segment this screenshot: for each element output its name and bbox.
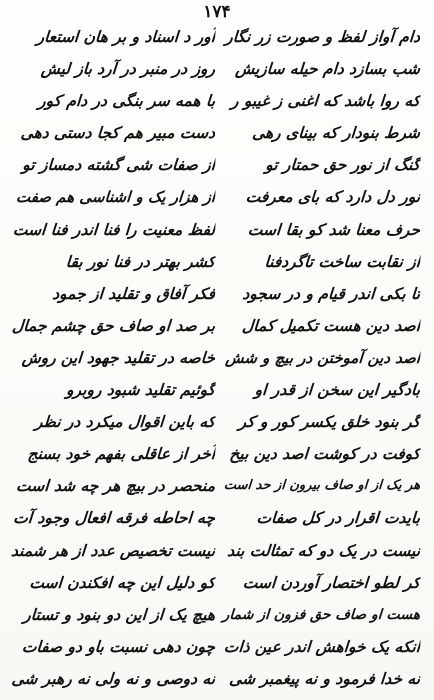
left-verse-line-2: روز در منبر در آرد باز لیش — [40, 59, 216, 79]
right-verse-line-7: حرف معنا شد کو بقا است — [247, 219, 421, 239]
right-verse-line-19: هست او صاف حق فزون از شمار — [222, 606, 421, 623]
right-verse-line-15: هر یک از او صاف بیرون از حد است — [223, 478, 421, 494]
left-verse-line-16: چه احاطه فرقه افعال وجود آت — [12, 508, 216, 528]
left-verse-line-19: هیچ یک از این دو بنود و تستار — [22, 604, 216, 624]
left-verse-line-3: با همه سر بنگی در دام کور — [37, 91, 216, 111]
right-verse-line-8: از نقابت ساخت تاگردفنا — [263, 251, 421, 271]
left-verse-line-7: لفظ معنیت را فنا اندر فنا است — [12, 219, 216, 239]
right-verse-line-10: اصد دین هست تکمیل کمال — [241, 315, 421, 335]
left-verse-line-14: آخر از عاقلی بفهم خود بسنج — [26, 444, 216, 464]
left-verse-line-20: چون دهی نسبت باو دو صفات — [21, 636, 216, 656]
right-verse-line-20: انکه یک خواهش اندر عین ذات — [223, 636, 421, 656]
left-verse-line-17: نیست تخصیص عدد از هر شمند — [10, 540, 216, 560]
right-verse-line-5: گنگ از نور حق حمتار تو — [264, 155, 421, 175]
right-verse-line-16: بایدت اقرار در کل صفات — [255, 508, 421, 528]
right-verse-line-14: کوفت در کوشت اصد دین بیخ — [228, 444, 421, 464]
left-verse-line-21: نه دوصی و نه ولی نه رهبر شی — [10, 668, 216, 688]
left-verse-line-10: بر صد او صاف حق چشم جمال — [11, 315, 216, 335]
right-verse-line-18: کر لطو اختصار آوردن است — [242, 572, 421, 592]
page-number: ۱۷۴ — [203, 2, 231, 22]
right-verse-line-3: که روا باشد که اغنی ز غیبو ر — [230, 91, 421, 111]
left-verse-line-6: از هزار یک و اشناسی هم صفت — [15, 188, 216, 207]
right-verse-line-2: شب بسازد دام حیله سازیش — [234, 59, 421, 79]
left-verse-line-18: کو دلیل این چه افکندن است — [28, 572, 216, 592]
left-verse-column — [10, 26, 215, 694]
right-verse-line-21: نه خدا فرمود و نه پیغمبر شی — [228, 668, 421, 688]
left-verse-line-4: دست مبیر هم کجا دستی دهی — [20, 123, 216, 143]
right-verse-line-9: تا بکی اندر قیام و در سجود — [241, 283, 421, 303]
left-verse-line-11: خاصه در تقلید جهود این روش — [21, 347, 216, 367]
right-verse-line-11: اصد دین آموختن در بیچ و شش — [224, 348, 421, 367]
left-verse-line-12: گوئیم تقلید شبود روبرو — [65, 380, 216, 400]
right-verse-line-12: بادگیر این سخن از قدر او — [254, 380, 421, 400]
right-verse-line-13: گر بنود خلق یکسر کور و کر — [238, 412, 421, 432]
left-verse-line-15: منحصر در بیچ هر چه شد است — [15, 476, 216, 496]
left-verse-line-9: فکر آفاق و تقلید از جمود — [51, 283, 216, 303]
right-verse-line-17: نیست در یک دو که تمثالت بند — [226, 540, 421, 560]
right-verse-column — [220, 26, 420, 694]
right-verse-line-1: دام آواز لفظ و صورت زر نگار — [224, 27, 421, 46]
left-verse-line-1: آور د اسناد و بر هان استعار — [36, 27, 216, 46]
left-verse-line-8: کشر بهتر در فنا نور بقا — [65, 251, 216, 271]
left-verse-line-13: که باین اقوال میکرد در نظر — [34, 412, 216, 432]
right-verse-line-6: نور دل دارد که بای معرفت — [245, 187, 421, 207]
right-verse-line-4: شرط بنودار که بینای رهی — [251, 123, 421, 143]
left-verse-line-5: از صفات شی گشته دمساز تو — [21, 155, 216, 175]
